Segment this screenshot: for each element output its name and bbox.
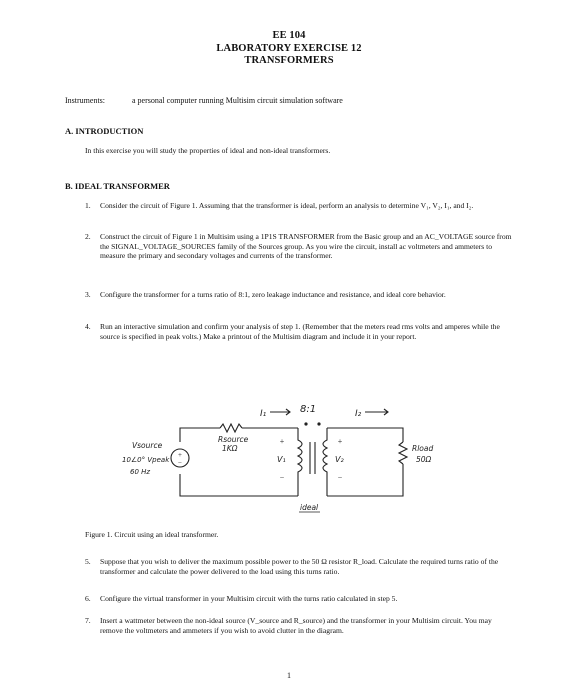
- svg-text:+: +: [279, 437, 285, 446]
- svg-text:+: +: [178, 451, 182, 459]
- step-1: [85, 201, 515, 211]
- svg-text:+: +: [337, 437, 343, 446]
- step-number: 2.: [85, 232, 91, 241]
- page-number: 1: [287, 671, 291, 680]
- label-i2: I₂: [355, 409, 362, 419]
- step-2: [85, 232, 515, 261]
- step-7: [85, 616, 515, 635]
- rload-resistor: [399, 442, 407, 464]
- svg-text:−: −: [178, 459, 182, 467]
- step-number: 1.: [85, 201, 91, 210]
- step-text: Configure the transformer for a turns ratio of 8:1, zero leakage inductance and resistance, and ideal core behavior.: [100, 290, 446, 299]
- instruments-text: a personal computer running Multisim circuit simulation software: [132, 96, 343, 105]
- topic-title: TRANSFORMERS: [244, 55, 334, 66]
- label-i1: I₁: [260, 409, 267, 419]
- label-rsource-value: 1KΩ: [222, 444, 238, 453]
- step-text: Run an interactive simulation and confirm your analysis of step 1. (Remember that the meters read rms volts and amperes while the source is specified in peak volts.) Make a printout of the Multisim diagram and include it in your report.: [100, 322, 500, 341]
- step-4: [85, 322, 515, 341]
- svg-text:−: −: [279, 473, 285, 482]
- label-rload-value: 50Ω: [416, 455, 432, 464]
- step-number: 4.: [85, 322, 91, 331]
- section-b-heading: B. IDEAL TRANSFORMER: [65, 181, 170, 191]
- label-rload-name: Rload: [412, 444, 434, 453]
- dot-secondary: [317, 422, 320, 425]
- rsource-resistor: [220, 424, 242, 432]
- label-vsource-freq: 60 Hz: [130, 468, 151, 476]
- course-title: EE 104: [272, 30, 306, 41]
- step-number: 5.: [85, 557, 91, 566]
- label-rsource-name: Rsource: [218, 435, 249, 444]
- step-text: Configure the virtual transformer in your Multisim circuit with the turns ratio calculated in step 5.: [100, 594, 398, 603]
- primary-coil: [298, 428, 302, 496]
- secondary-coil: [323, 428, 327, 496]
- step-text: Consider the circuit of Figure 1. Assuming that the transformer is ideal, perform an analysis to determine V₁, V₂, I₁, and I₂.: [100, 201, 474, 210]
- step-6: [85, 594, 515, 604]
- step-text: Insert a wattmeter between the non-ideal source (V_source and R_source) and the transformer in your Multisim circuit. You may remove the voltmeters and ammeters if you wish to avoid clutter in the diagram.: [100, 616, 492, 635]
- svg-text:−: −: [337, 473, 343, 482]
- step-5: [85, 557, 515, 576]
- instruments-line: [65, 96, 343, 105]
- dot-primary: [304, 422, 307, 425]
- title-block: [0, 30, 578, 68]
- label-ratio: 8:1: [300, 404, 317, 415]
- label-vsource-value: 10∠0° Vpeak: [122, 456, 170, 464]
- step-text: Construct the circuit of Figure 1 in Multisim using a 1P1S TRANSFORMER from the Basic group and an AC_VOLTAGE source from the SIGNAL_VOLTAGE_SOURCES family of the Sources group. As you wire the circuit, install ac voltmeters and ammeters to measure the primary and secondary voltages and currents of the transformer.: [100, 232, 512, 261]
- step-number: 6.: [85, 594, 91, 603]
- circuit-diagram: [120, 394, 450, 519]
- label-v2: V₂: [335, 455, 344, 464]
- wire-top-left: [180, 428, 220, 442]
- exercise-title: LABORATORY EXERCISE 12: [216, 42, 362, 54]
- label-v1: V₁: [277, 455, 286, 464]
- label-ideal: ideal: [300, 503, 319, 512]
- label-vsource-name: Vsource: [132, 441, 163, 450]
- instruments-label: Instruments:: [65, 96, 105, 105]
- step-number: 7.: [85, 616, 91, 625]
- step-text: Suppose that you wish to deliver the maximum possible power to the 50 Ω resistor R_load. Calculate the required turns ratio of the transformer and calculate the power delivered to the load using this turns ratio.: [100, 557, 499, 576]
- section-a-heading: A. INTRODUCTION: [65, 126, 144, 136]
- figure-caption: Figure 1. Circuit using an ideal transformer.: [85, 530, 219, 539]
- section-a-text: In this exercise you will study the properties of ideal and non-ideal transformers.: [85, 146, 331, 155]
- step-number: 3.: [85, 290, 91, 299]
- step-3: [85, 290, 515, 300]
